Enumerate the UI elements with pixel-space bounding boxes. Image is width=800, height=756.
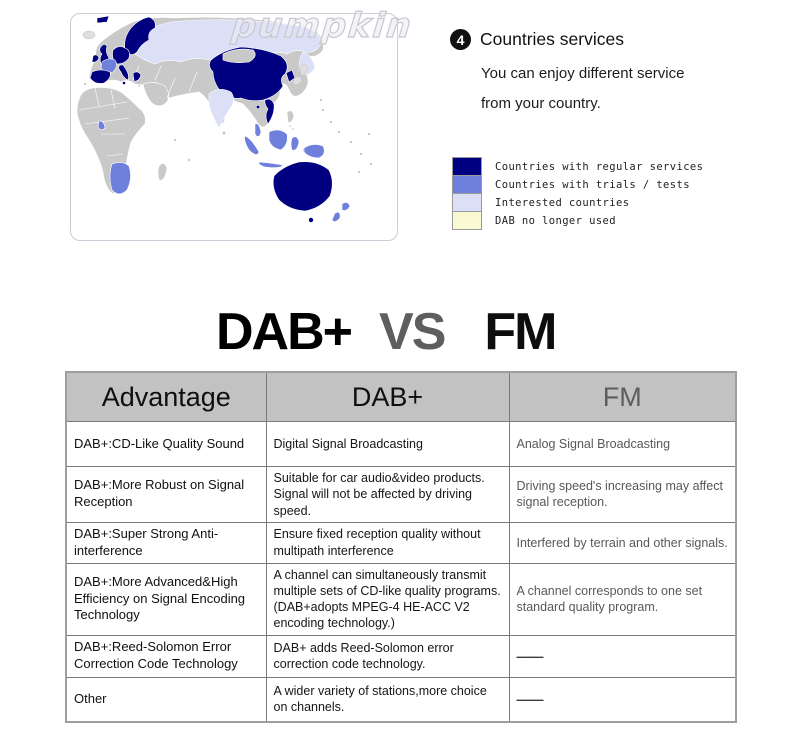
header-fm: FM — [509, 372, 736, 422]
fm-cell: —— — [509, 635, 736, 677]
vs-title — [216, 302, 556, 362]
advantage-cell: DAB+:More Advanced&High Efficiency on Signal Encoding Technology — [66, 563, 266, 635]
table-row — [66, 522, 736, 563]
legend-item — [452, 175, 703, 194]
table-row — [66, 467, 736, 523]
legend-label: DAB no longer used — [495, 214, 616, 227]
fm-cell: —— — [509, 677, 736, 722]
vs-title-vs: VS — [379, 303, 445, 361]
legend-item — [452, 193, 703, 212]
legend-swatch — [452, 211, 482, 230]
legend-item — [452, 211, 703, 230]
legend-label: Interested countries — [495, 196, 630, 209]
section-heading: Countries services — [480, 29, 624, 49]
fm-cell: Interfered by terrain and other signals. — [509, 522, 736, 563]
legend-swatch — [452, 175, 482, 194]
table-row — [66, 635, 736, 677]
advantage-cell: DAB+:Reed-Solomon Error Correction Code Technology — [66, 635, 266, 677]
vs-title-fm: FM — [484, 303, 556, 361]
dab-cell: Ensure fixed reception quality without multipath interference — [266, 522, 509, 563]
table-row — [66, 563, 736, 635]
table-header-row — [66, 372, 736, 422]
legend-swatch — [452, 193, 482, 212]
advantage-cell: DAB+:More Robust on Signal Reception — [66, 467, 266, 523]
fm-cell: A channel corresponds to one set standard quality program. — [509, 563, 736, 635]
advantage-cell: Other — [66, 677, 266, 722]
section-description-line-2: from your country. — [481, 95, 601, 112]
brand-watermark: pumpkin — [229, 6, 415, 46]
legend-label: Countries with trials / tests — [495, 178, 690, 191]
countries-services-section — [450, 29, 770, 112]
table-row — [66, 422, 736, 467]
table-row — [66, 677, 736, 722]
dab-cell: Suitable for car audio&video products. Signal will not be affected by driving speed. — [266, 467, 509, 523]
fm-cell: Driving speed's increasing may affect signal reception. — [509, 467, 736, 523]
dab-cell: DAB+ adds Reed-Solomon error correction code technology. — [266, 635, 509, 677]
step-number-badge: 4 — [450, 29, 471, 50]
fm-cell: Analog Signal Broadcasting — [509, 422, 736, 467]
dab-cell: Digital Signal Broadcasting — [266, 422, 509, 467]
section-description-line-1: You can enjoy different service — [481, 65, 685, 82]
legend-item — [452, 157, 703, 176]
legend-label: Countries with regular services — [495, 160, 704, 173]
vs-title-dab: DAB+ — [216, 303, 352, 361]
advantage-cell: DAB+:CD-Like Quality Sound — [66, 422, 266, 467]
advantage-cell: DAB+:Super Strong Anti-interference — [66, 522, 266, 563]
map-legend — [452, 157, 703, 230]
dab-cell: A channel can simultaneously transmit multiple sets of CD-like quality programs. (DAB+adopts MPEG-4 HE-ACC V2 encoding technology.) — [266, 563, 509, 635]
section-header — [450, 29, 770, 50]
comparison-table — [65, 371, 737, 723]
world-dab-coverage-map — [71, 14, 397, 240]
header-advantage: Advantage — [66, 372, 266, 422]
header-dab: DAB+ — [266, 372, 509, 422]
dab-coverage-map-panel — [70, 13, 398, 241]
legend-swatch — [452, 157, 482, 176]
dab-cell: A wider variety of stations,more choice on channels. — [266, 677, 509, 722]
